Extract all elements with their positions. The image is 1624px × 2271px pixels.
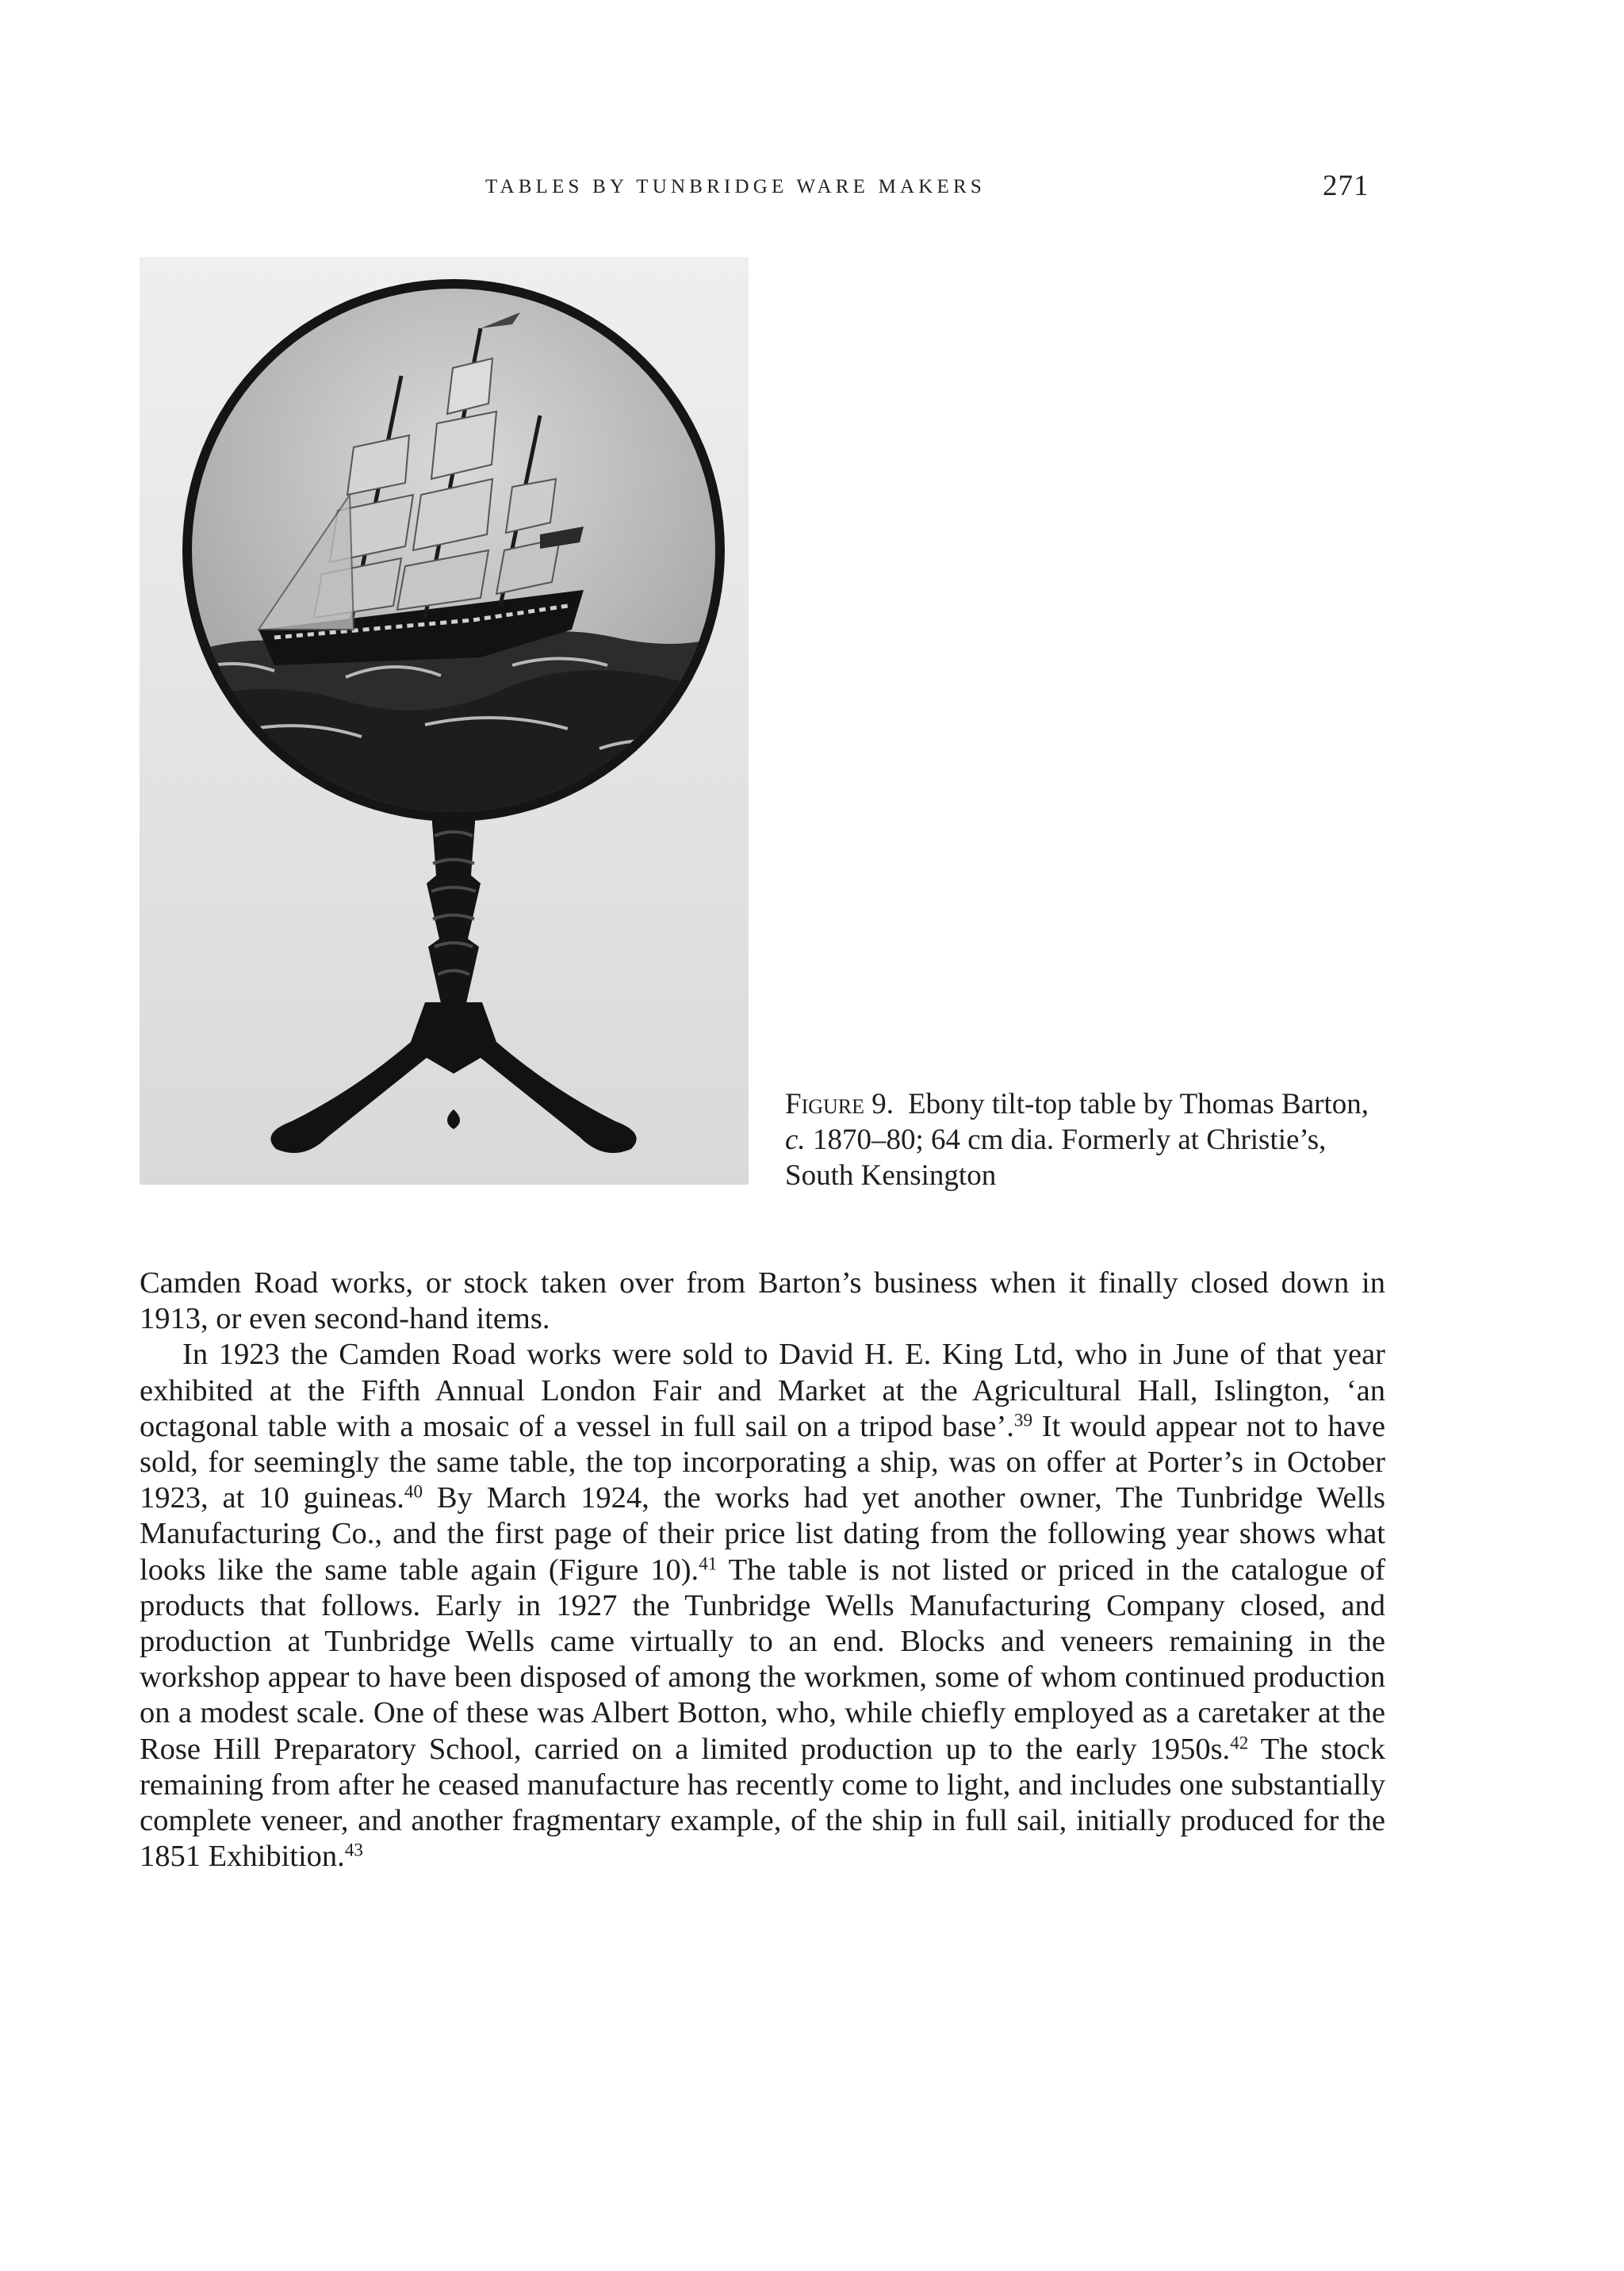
figure-caption: [785, 1086, 1388, 1193]
tilt-top-table-photo-icon: [140, 257, 749, 1185]
footnote-ref-40: 40: [404, 1480, 423, 1502]
body-text: [140, 1266, 1385, 1875]
paragraph-2: [140, 1337, 1385, 1875]
paragraph-2-text: It would appear not to have sold, for seemingly the same table, the top incorporating a ship, was on offer at Porter’s in October 1923, at 10 guineas.: [140, 1409, 1385, 1515]
footnote-ref-43: 43: [344, 1839, 363, 1860]
footnote-ref-42: 42: [1230, 1731, 1249, 1752]
footnote-ref-41: 41: [699, 1552, 718, 1573]
figure-label: Figure 9.: [785, 1088, 894, 1120]
running-head: TABLES BY TUNBRIDGE WARE MAKERS: [485, 176, 986, 197]
paragraph-1: Camden Road works, or stock taken over from Barton’s business when it finally closed down in 1913, or even second-hand items.: [140, 1266, 1385, 1336]
paragraph-2-text: By March 1924, the works had yet another owner, The Tunbridge Wells Manufacturing Co., and the first page of their price list dating from the following year shows what looks like the same table again (Figure 10).: [140, 1481, 1386, 1587]
caption-text-part2: 1870–80; 64 cm dia. Formerly at Christie’s, South Kensington: [785, 1124, 1327, 1192]
caption-circa: c.: [785, 1124, 806, 1156]
paragraph-2-text: The stock remaining from after he ceased manufacture has recently come to light, and includes one substantially complete veneer, and another fragmentary example, of the ship in full sail, initially produced for the 1851 Exhibition.: [140, 1732, 1385, 1874]
footnote-ref-39: 39: [1013, 1409, 1032, 1430]
figure-photo: [140, 257, 749, 1185]
paragraph-2-text: In 1923 the Camden Road works were sold to David H. E. King Ltd, who in June of that year exhibited at the Fifth Annual London Fair and Market at the Agricultural Hall, Islington, ‘an octagonal table with a mosaic of a vessel in full sail on a tripod base’.: [140, 1338, 1385, 1443]
caption-text-part1: Ebony tilt-top table by Thomas Barton,: [908, 1088, 1369, 1120]
paragraph-2-text: The table is not listed or priced in the catalogue of products that follows. Early in 1927 the Tunbridge Wells Manufacturing Company closed, and production at Tunbridge Wells came virtually to an end. Blocks and veneers remaining in the workshop appear to have been disposed of among the workmen, some of whom continued production on a modest scale. One of these was Albert Botton, who, while chiefly employed as a caretaker at the Rose Hill Preparatory School, carried on a limited production up to the early 1950s.: [140, 1553, 1385, 1766]
page-number: 271: [1323, 170, 1369, 202]
